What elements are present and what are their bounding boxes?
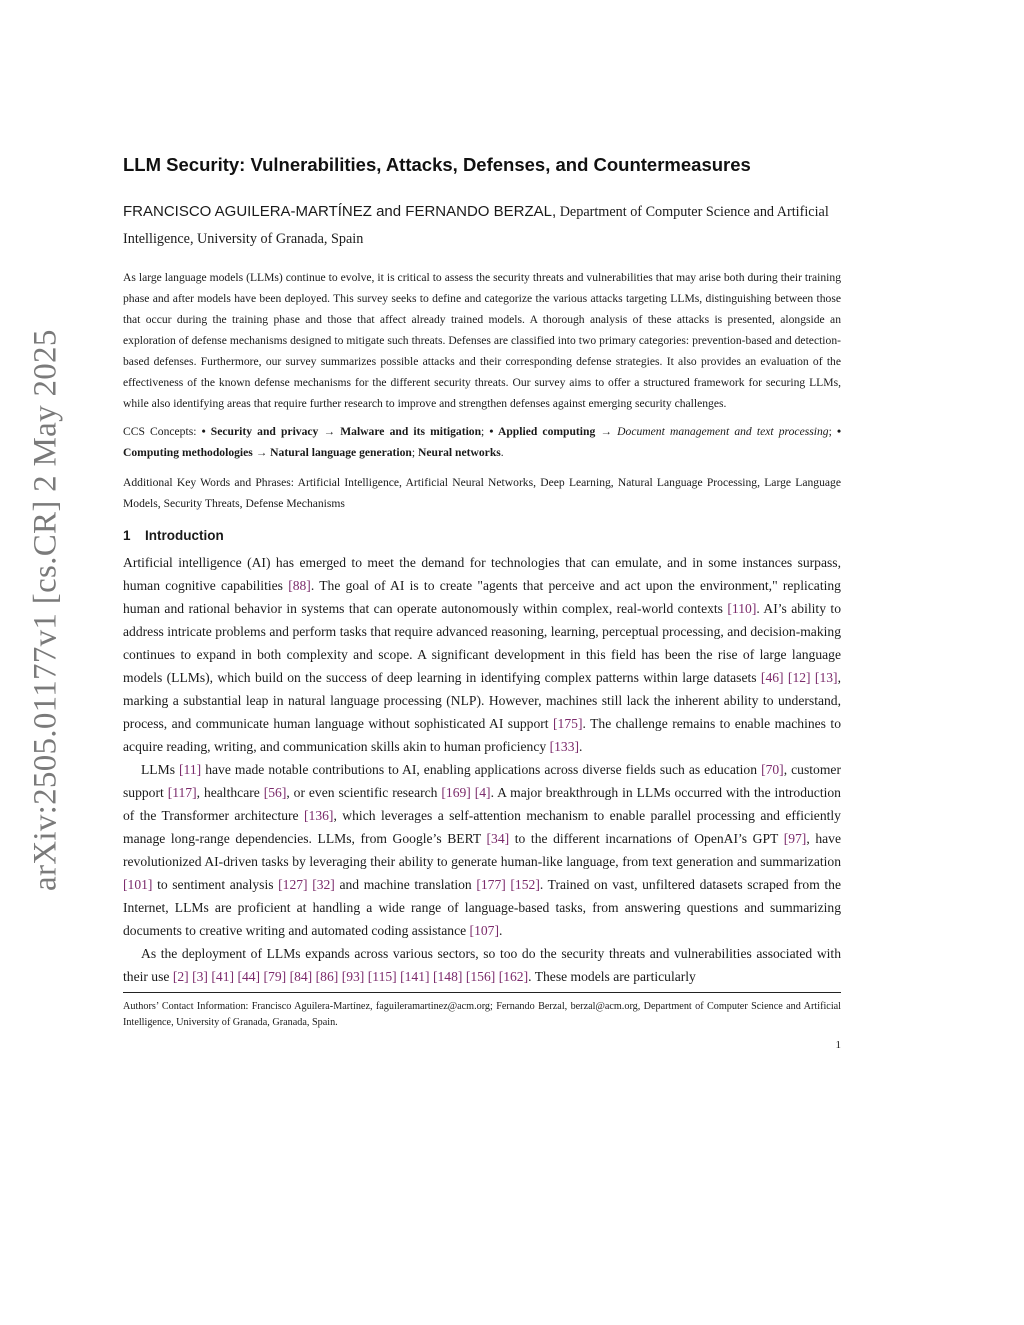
citation-link[interactable]: [156] <box>465 969 496 984</box>
text-run: , have revolutionized AI-driven tasks by leveraging their ability to generate human-like language, from text generation and summarization <box>123 831 841 869</box>
section-number: 1 <box>123 528 131 543</box>
citation-link[interactable]: [162] <box>498 969 529 984</box>
text-run: As the deployment of LLMs expands across various sectors, so too do the security threats and vulnerabilities associated with their use <box>123 946 841 984</box>
text-run: . The goal of AI is to create "agents that perceive and act upon the environment," replicating human and rational behavior in systems that can operate autonomously within complex, real-world contexts <box>123 578 841 616</box>
paper-page <box>123 150 841 1051</box>
text-run: Artificial intelligence (AI) has emerged to meet the demand for technologies that can emulate, and in some instances surpass, human cognitive capabilities <box>123 555 841 593</box>
text-run: . AI’s ability to address intricate problems and perform tasks that require advanced reasoning, learning, perceptual processing, and decision-making continues to expand in both complexity and scope. A significant development in this field has been the rise of large language models (LLMs), which build on the success of deep learning in identifying complex patterns within large datasets <box>123 601 841 685</box>
text-run: , which leverages a self-attention mechanism to enable parallel processing and efficiently manage long-range dependencies. LLMs, from Google’s BERT <box>123 808 841 846</box>
ccs-concept-2: • Applied computing <box>489 425 596 438</box>
paper-title: LLM Security: Vulnerabilities, Attacks, Defenses, and Countermeasures <box>123 154 751 175</box>
ccs-separator: ; <box>481 425 490 438</box>
arxiv-identifier-stamp: arXiv:2505.01177v1 [cs.CR] 2 May 2025 <box>27 329 64 891</box>
ccs-concept-2-leaf: Document management and text processing <box>617 425 829 438</box>
intro-paragraph-2 <box>123 758 841 942</box>
author-names: FRANCISCO AGUILERA-MARTÍNEZ and FERNANDO BERZAL, <box>123 203 557 220</box>
citation-link[interactable]: [2] <box>172 969 189 984</box>
abstract: As large language models (LLMs) continue to evolve, it is critical to assess the security threats and vulnerabilities that may arise both during their training phase and after models have been deployed. This survey seeks to define and categorize the various attacks targeting LLMs, distinguishing between those that occur during the training phase and those that affect already trained models. A thorough analysis of these attacks is presented, alongside an exploration of defense mechanisms designed to mitigate such threats. Defenses are classified into two primary categories: prevention-based and detection-based defenses. Furthermore, our survey summarizes possible attacks and their corresponding defense strategies. It also provides an evaluation of the effectiveness of the known defense mechanisms for the different security threats. Our survey aims to offer a structured framework for securing LLMs, while also identifying areas that require further research to improve and strengthen defenses against emerging security challenges. <box>123 271 841 410</box>
footnote: Authors’ Contact Information: Francisco Aguilera-Martínez, faguileramartinez@acm.org; Fernando Berzal, berzal@acm.org, Department of Computer Science and Artificial Intelligence, University of Granada, Granada, Spain. <box>123 1001 841 1028</box>
citation-link[interactable]: [56] <box>263 785 287 800</box>
citation-link[interactable]: [32] <box>312 877 335 892</box>
ccs-concepts <box>123 421 841 463</box>
text-run: . The challenge remains to enable machines to acquire reading, writing, and communication skills akin to human proficiency <box>123 716 841 754</box>
citation-link[interactable]: [110] <box>727 601 757 616</box>
text-run: . <box>579 739 583 754</box>
citation-link[interactable]: [136] <box>304 808 334 823</box>
ccs-separator: ; <box>411 446 419 459</box>
footnote-divider <box>123 992 841 993</box>
citation-link[interactable]: [3] <box>192 969 208 984</box>
citation-link[interactable]: [13] <box>814 670 838 685</box>
author-affiliation: Department of Computer Science and Artificial Intelligence, University of Granada, Spain <box>123 204 829 247</box>
citation-link[interactable]: [88] <box>288 578 311 593</box>
ccs-arrow: → <box>595 425 618 438</box>
citation-link[interactable]: [11] <box>179 762 202 777</box>
ccs-separator: ; <box>828 425 837 438</box>
citation-link[interactable]: [148] <box>432 969 463 984</box>
text-run: LLMs <box>141 762 180 777</box>
citation-link[interactable]: [12] <box>787 670 811 685</box>
citation-link[interactable]: [84] <box>289 969 313 984</box>
citation-link[interactable]: [70] <box>761 762 784 777</box>
ccs-end: . <box>500 446 504 459</box>
citation-link[interactable]: [101] <box>123 877 153 892</box>
text-run: , marking a substantial leap in natural language processing (NLP). However, machines still lack the inherent ability to understand, process, and communicate human language without sophisticated AI support <box>123 670 841 731</box>
citation-link[interactable]: [127] <box>278 877 308 892</box>
keywords: Additional Key Words and Phrases: Artificial Intelligence, Artificial Neural Networks, Deep Learning, Natural Language Processing, Large Language Models, Security Threats, Defense Mechanisms <box>123 476 841 510</box>
text-run: , or even scientific research <box>286 785 442 800</box>
section-title: Introduction <box>145 528 224 543</box>
citation-link[interactable]: [86] <box>315 969 339 984</box>
citation-link[interactable]: [175] <box>553 716 583 731</box>
citation-link[interactable]: [117] <box>167 785 197 800</box>
citation-link[interactable]: [141] <box>400 969 430 984</box>
ccs-concept-1: • Security and privacy → Malware and its mitigation <box>201 425 482 438</box>
citation-link[interactable]: [97] <box>783 831 807 846</box>
intro-paragraph-1 <box>123 551 841 758</box>
citation-link[interactable]: [4] <box>474 785 491 800</box>
text-run: . A major breakthrough in LLMs occurred with the introduction of the Transformer architecture <box>123 785 841 823</box>
citation-link[interactable]: [133] <box>549 739 580 754</box>
text-run: have made notable contributions to AI, enabling applications across diverse fields such as education <box>201 762 762 777</box>
citation-link[interactable]: [41] <box>211 969 235 984</box>
text-run: , healthcare <box>196 785 264 800</box>
ccs-label: CCS Concepts: <box>123 425 202 438</box>
citation-link[interactable]: [44] <box>237 969 261 984</box>
citation-link[interactable]: [34] <box>486 831 510 846</box>
section-heading <box>123 528 841 543</box>
citation-link[interactable]: [93] <box>341 969 365 984</box>
citation-link[interactable]: [177] <box>476 877 506 892</box>
citation-link[interactable]: [169] <box>441 785 471 800</box>
author-block <box>123 198 841 253</box>
ccs-concept-4: Neural networks <box>418 446 501 459</box>
citation-link[interactable]: [107] <box>469 923 499 938</box>
citation-link[interactable]: [46] <box>760 670 784 685</box>
text-run: . Trained on vast, unfiltered datasets scraped from the Internet, LLMs are proficient at handling a wide range of language-based tasks, from answering questions and summarizing documents to creative writing and automated coding assistance <box>123 877 841 938</box>
citation-link[interactable]: [152] <box>510 877 540 892</box>
text-run: to sentiment analysis <box>152 877 279 892</box>
citation-link[interactable]: [79] <box>263 969 287 984</box>
text-run: , customer support <box>123 762 841 800</box>
page-number: 1 <box>835 1039 841 1051</box>
intro-paragraph-3 <box>123 942 841 988</box>
text-run: . <box>499 923 503 938</box>
ccs-concept-3: • Computing methodologies → Natural language generation <box>123 425 841 459</box>
text-run: . These models are particularly <box>528 969 696 984</box>
text-run: to the different incarnations of OpenAI’s GPT <box>509 831 784 846</box>
citation-link[interactable]: [115] <box>367 969 397 984</box>
text-run: and machine translation <box>334 877 477 892</box>
